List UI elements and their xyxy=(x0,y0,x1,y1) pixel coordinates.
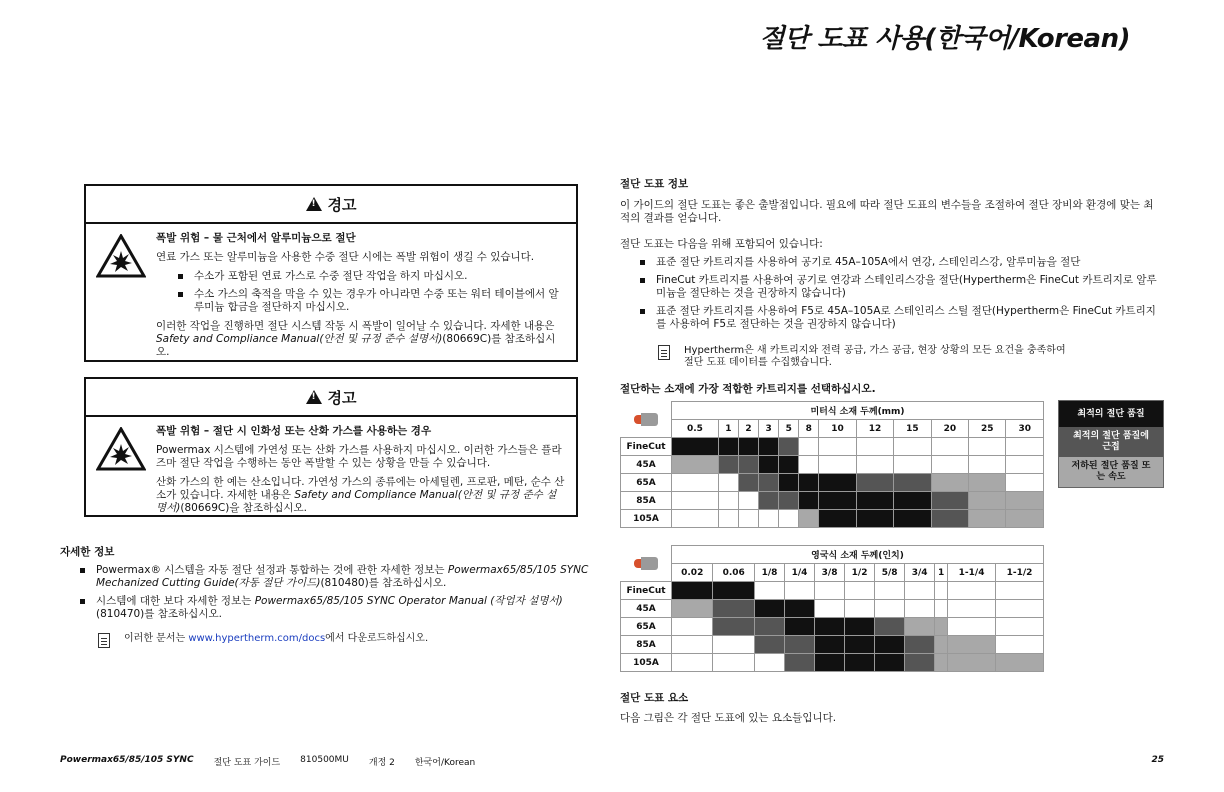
footer-lang: 한국어/Korean xyxy=(414,758,476,768)
chart-cell xyxy=(931,474,968,492)
row-label: 65A xyxy=(621,618,672,636)
column-header: 30 xyxy=(1006,420,1044,438)
chart-cell xyxy=(713,654,754,672)
chart-cell xyxy=(931,510,968,528)
chart-cell xyxy=(969,474,1006,492)
column-header: 25 xyxy=(969,420,1006,438)
chart-cell xyxy=(845,618,875,636)
chart-cell xyxy=(815,654,845,672)
chart-cell xyxy=(875,600,905,618)
chart-cell xyxy=(935,582,948,600)
column-header: 20 xyxy=(931,420,968,438)
chart-cell xyxy=(1006,474,1044,492)
explosion-hazard-icon xyxy=(96,427,146,471)
chart-cell xyxy=(856,456,893,474)
chart-cell xyxy=(799,474,819,492)
chart-cell xyxy=(799,510,819,528)
chart-cell xyxy=(815,600,845,618)
chart-cell xyxy=(905,654,935,672)
warning-closing: 산화 가스의 한 예는 산소입니다. 가연성 가스의 종류에는 아세틸렌, 프로판, 메탄, 순수 산소가 있습니다. 자세한 내용은 Safety and Compliance Manual(안전 및 규정 준수 설명서)(80669C)을 참조하십시오. xyxy=(156,476,565,514)
chart-cell xyxy=(996,582,1044,600)
chart-cell xyxy=(754,618,784,636)
row-label: FineCut xyxy=(621,438,672,456)
chart-cell xyxy=(996,636,1044,654)
chart-cell xyxy=(779,456,799,474)
chart-cell xyxy=(672,492,719,510)
row-label: 45A xyxy=(621,600,672,618)
chart-row xyxy=(621,654,1044,672)
chart-info-bullet: 표준 절단 카트리지를 사용하여 F5로 45A–105A로 스테인리스 스틸 절단(Hypertherm은 FineCut 카트리지를 사용하여 F5로 절단하는 것을 권장하지 않습니다) xyxy=(620,305,1160,331)
chart-cell xyxy=(856,474,893,492)
explosion-hazard-icon xyxy=(96,234,146,278)
column-header: 1/4 xyxy=(785,564,815,582)
chart-cell xyxy=(672,618,713,636)
chart-cell xyxy=(754,582,784,600)
column-header: 3 xyxy=(759,420,779,438)
chart-cell xyxy=(759,492,779,510)
chart-cell xyxy=(759,474,779,492)
chart-cell xyxy=(799,456,819,474)
chart-cell xyxy=(785,636,815,654)
column-header: 0.06 xyxy=(713,564,754,582)
chart-info-bullet: 표준 절단 카트리지를 사용하여 공기로 45A–105A에서 연강, 스테인리스강, 알루미늄을 절단 xyxy=(620,256,1160,269)
manual-reference: Safety and Compliance Manual(안전 및 규정 준수 설명서) xyxy=(156,489,557,514)
column-header: 10 xyxy=(819,420,856,438)
note-icon xyxy=(658,345,670,360)
warning-header-label: 경고 xyxy=(327,388,357,407)
select-heading: 절단하는 소재에 가장 적합한 카트리지를 선택하십시오. xyxy=(620,383,876,395)
chart-cell xyxy=(894,510,931,528)
manual-reference: Safety and Compliance Manual(안전 및 규정 준수 설명서) xyxy=(156,333,443,345)
chart-cell xyxy=(759,438,779,456)
row-label: 105A xyxy=(621,510,672,528)
column-header: 3/4 xyxy=(905,564,935,582)
chart-title: 영국식 소재 두께(인치) xyxy=(672,546,1044,564)
row-label: FineCut xyxy=(621,582,672,600)
chart-cell xyxy=(672,636,713,654)
chart-cell xyxy=(894,456,931,474)
chart-cell xyxy=(759,456,779,474)
column-header: 3/8 xyxy=(815,564,845,582)
warning-triangle-icon xyxy=(306,390,322,404)
chart-cell xyxy=(738,456,758,474)
chart-cell xyxy=(672,600,713,618)
warning-intro: 연료 가스 또는 알루미늄을 사용한 수중 절단 시에는 폭발 위험이 생길 수 있습니다. xyxy=(156,251,535,263)
chart-cell xyxy=(785,582,815,600)
chart-row xyxy=(621,438,1044,456)
more-info-heading: 자세한 정보 xyxy=(60,546,115,558)
chart-cell xyxy=(718,474,738,492)
chart-row xyxy=(621,600,1044,618)
chart-cell xyxy=(754,654,784,672)
chart-cell xyxy=(845,654,875,672)
chart-cell xyxy=(875,636,905,654)
warning-bullet: 수소가 포함된 연료 가스로 수중 절단 작업을 하지 마십시오. xyxy=(194,270,566,283)
warning-header xyxy=(86,186,576,224)
chart-info-heading: 절단 도표 정보 xyxy=(620,178,689,190)
column-header: 12 xyxy=(856,420,893,438)
cartridge-icon xyxy=(634,412,658,427)
chart-cell xyxy=(754,600,784,618)
chart-cell xyxy=(845,636,875,654)
chart-cell xyxy=(935,618,948,636)
row-label: 105A xyxy=(621,654,672,672)
row-label: 45A xyxy=(621,456,672,474)
chart-cell xyxy=(718,510,738,528)
chart-row xyxy=(621,510,1044,528)
chart-cell xyxy=(875,618,905,636)
chart-cell xyxy=(905,636,935,654)
chart-cell xyxy=(875,654,905,672)
chart-cell xyxy=(931,438,968,456)
chart-cell xyxy=(948,618,996,636)
warning-bullet: 수소 가스의 축적을 막을 수 있는 경우가 아니라면 수중 또는 워터 테이블에서 알루미늄 합금을 절단하지 마십시오. xyxy=(194,288,566,314)
chart-title: 미터식 소재 두께(mm) xyxy=(672,402,1044,420)
chart-cell xyxy=(948,600,996,618)
chart-row xyxy=(621,492,1044,510)
legend-best-quality: 최적의 절단 품질 xyxy=(1059,401,1163,427)
chart-cell xyxy=(1006,492,1044,510)
chart-cell xyxy=(815,618,845,636)
column-header: 8 xyxy=(799,420,819,438)
chart-cell xyxy=(969,510,1006,528)
column-header: 1/8 xyxy=(754,564,784,582)
footer-model: Powermax65/85/105 SYNC xyxy=(60,755,194,765)
chart-cell xyxy=(969,456,1006,474)
chart-row xyxy=(621,618,1044,636)
chart-cell xyxy=(819,510,856,528)
chart-cell xyxy=(996,600,1044,618)
chart-cell xyxy=(819,456,856,474)
chart-info-note: Hypertherm은 새 카트리지와 전력 공급, 가스 공급, 현장 상황의 모든 요건을 충족하여 절단 도표 데이터를 수집했습니다. xyxy=(658,345,1078,369)
chart-cell xyxy=(935,654,948,672)
chart-cell xyxy=(894,474,931,492)
docs-note: 이러한 문서는 www.hypertherm.com/docs에서 다운로드하십시오. xyxy=(98,633,428,648)
warning-intro: Powermax 시스템에 가연성 또는 산화 가스를 사용하지 마십시오. 이러한 가스들은 플라즈마 절단 작업을 수행하는 동안 폭발할 수 있는 상황을 만들 수 있습니다. xyxy=(156,444,562,469)
quality-legend xyxy=(1058,400,1164,488)
chart-cell xyxy=(856,492,893,510)
column-header: 15 xyxy=(894,420,931,438)
chart-cell xyxy=(718,438,738,456)
chart-cell xyxy=(931,456,968,474)
chart-cell xyxy=(931,492,968,510)
page-footer xyxy=(60,755,1164,768)
warning-box-gas xyxy=(84,377,578,517)
chart-cell xyxy=(799,438,819,456)
chart-cell xyxy=(1006,438,1044,456)
chart-info-para2: 절단 도표는 다음을 위해 포함되어 있습니다: xyxy=(620,238,823,250)
chart-cell xyxy=(785,654,815,672)
chart-cell xyxy=(672,654,713,672)
chart-cell xyxy=(948,582,996,600)
column-header: 5 xyxy=(779,420,799,438)
chart-info-bullet: FineCut 카트리지를 사용하여 공기로 연강과 스테인리스강을 절단(Hypertherm은 FineCut 카트리지로 알루미늄을 절단하는 것을 권장하지 않습니다) xyxy=(620,274,1160,300)
imperial-cut-chart xyxy=(620,545,1044,672)
chart-cell xyxy=(969,492,1006,510)
column-header: 2 xyxy=(738,420,758,438)
footer-part: 810500MU xyxy=(300,755,349,765)
chart-cell xyxy=(894,438,931,456)
footer-doc: 절단 도표 가이드 xyxy=(213,758,281,768)
chart-cell xyxy=(785,618,815,636)
legend-near-best-quality: 최적의 절단 품질에 근접 xyxy=(1059,427,1163,457)
chart-cell xyxy=(672,582,713,600)
legend-reduced-quality: 저하된 절단 품질 또는 속도 xyxy=(1059,457,1163,487)
elements-text: 다음 그림은 각 절단 도표에 있는 요소들입니다. xyxy=(620,712,837,724)
column-header: 0.02 xyxy=(672,564,713,582)
page-title: 절단 도표 사용(한국어/Korean) xyxy=(759,24,1130,54)
chart-cell xyxy=(1006,456,1044,474)
chart-cell xyxy=(856,510,893,528)
chart-cell xyxy=(905,618,935,636)
docs-link[interactable]: www.hypertherm.com/docs xyxy=(188,633,326,644)
more-info-item: Powermax® 시스템을 자동 절단 설정과 통합하는 것에 관한 자세한 정보는 Powermax65/85/105 SYNC Mechanized Cutting Guide(자동 절단 가이드)(810480)를 참조하십시오. xyxy=(60,564,600,590)
row-label: 85A xyxy=(621,636,672,654)
column-header: 1-1/4 xyxy=(948,564,996,582)
more-info-item: 시스템에 대한 보다 자세한 정보는 Powermax65/85/105 SYNC Operator Manual (작업자 설명서)(810470)를 참조하십시오. xyxy=(60,595,600,621)
chart-cell xyxy=(856,438,893,456)
chart-cell xyxy=(672,456,719,474)
note-icon xyxy=(98,633,110,648)
chart-info-para1: 이 가이드의 절단 도표는 좋은 출발점입니다. 필요에 따라 절단 도표의 변수들을 조절하여 절단 장비와 환경에 맞는 최적의 결과를 얻습니다. xyxy=(620,199,1154,224)
row-label: 65A xyxy=(621,474,672,492)
chart-cell xyxy=(935,636,948,654)
chart-cell xyxy=(819,438,856,456)
chart-cell xyxy=(713,636,754,654)
warning-subtitle: 폭발 위험 – 절단 시 인화성 또는 산화 가스를 사용하는 경우 xyxy=(156,425,432,437)
chart-cell xyxy=(996,654,1044,672)
column-header: 1-1/2 xyxy=(996,564,1044,582)
chart-cell xyxy=(713,618,754,636)
chart-cell xyxy=(785,600,815,618)
chart-cell xyxy=(738,492,758,510)
chart-cell xyxy=(738,510,758,528)
chart-cell xyxy=(779,492,799,510)
chart-row xyxy=(621,474,1044,492)
chart-cell xyxy=(819,492,856,510)
chart-row xyxy=(621,456,1044,474)
elements-heading: 절단 도표 요소 xyxy=(620,692,689,704)
chart-cell xyxy=(738,474,758,492)
metric-cut-chart xyxy=(620,401,1044,528)
chart-cell xyxy=(845,600,875,618)
chart-cell xyxy=(948,654,996,672)
chart-cell xyxy=(935,600,948,618)
warning-header xyxy=(86,379,576,417)
chart-cell xyxy=(996,618,1044,636)
chart-cell xyxy=(718,492,738,510)
chart-cell xyxy=(905,582,935,600)
column-header: 1 xyxy=(935,564,948,582)
chart-cell xyxy=(672,438,719,456)
chart-cell xyxy=(875,582,905,600)
chart-cell xyxy=(969,438,1006,456)
column-header: 1 xyxy=(718,420,738,438)
warning-header-label: 경고 xyxy=(327,195,357,214)
chart-cell xyxy=(713,582,754,600)
column-header: 0.5 xyxy=(672,420,719,438)
cartridge-icon xyxy=(634,556,658,571)
warning-triangle-icon xyxy=(306,197,322,211)
chart-row xyxy=(621,636,1044,654)
chart-cell xyxy=(905,600,935,618)
chart-cell xyxy=(718,456,738,474)
column-header: 1/2 xyxy=(845,564,875,582)
chart-cell xyxy=(779,438,799,456)
chart-cell xyxy=(845,582,875,600)
footer-page: 25 xyxy=(1151,755,1164,765)
chart-cell xyxy=(759,510,779,528)
chart-cell xyxy=(894,492,931,510)
chart-cell xyxy=(799,492,819,510)
warning-box-water xyxy=(84,184,578,362)
chart-cell xyxy=(815,582,845,600)
chart-cell xyxy=(713,600,754,618)
chart-cell xyxy=(779,510,799,528)
chart-cell xyxy=(1006,510,1044,528)
chart-cell xyxy=(672,474,719,492)
warning-closing: 이러한 작업을 진행하면 절단 시스템 작동 시 폭발이 일어날 수 있습니다. 자세한 내용은 Safety and Compliance Manual(안전 및 규정 준수 설명서)(80669C)를 참조하십시오. xyxy=(156,320,556,358)
chart-cell xyxy=(948,636,996,654)
chart-cell xyxy=(738,438,758,456)
chart-row xyxy=(621,582,1044,600)
chart-cell xyxy=(754,636,784,654)
column-header: 5/8 xyxy=(875,564,905,582)
warning-subtitle: 폭발 위험 – 물 근처에서 알루미늄으로 절단 xyxy=(156,232,356,244)
chart-cell xyxy=(672,510,719,528)
chart-cell xyxy=(815,636,845,654)
footer-rev: 개정 2 xyxy=(368,758,395,768)
chart-cell xyxy=(779,474,799,492)
chart-cell xyxy=(819,474,856,492)
row-label: 85A xyxy=(621,492,672,510)
